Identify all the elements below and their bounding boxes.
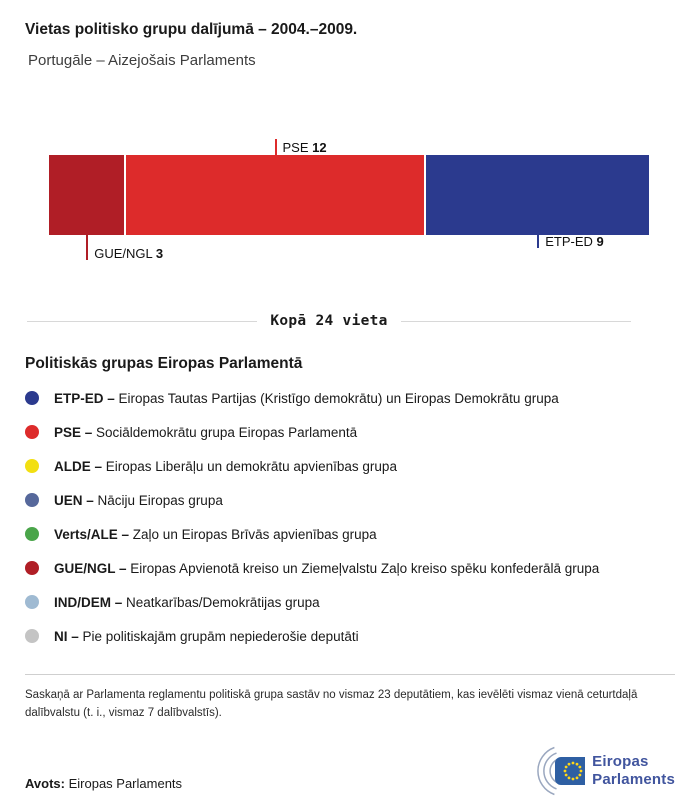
infographic (0, 21, 700, 797)
legend-item-text: GUE/NGL – Eiropas Apvienotā kreiso un Ziemeļvalstu Zaļo kreiso spēku konfederālā grupa (54, 561, 600, 576)
bar-segment-gue-ngl (49, 155, 124, 235)
legend-item-alde (25, 450, 675, 484)
legend-item-text: UEN – Nāciju Eiropas grupa (54, 493, 223, 508)
logo-line2: Parlaments (592, 770, 675, 788)
callout-tick (537, 235, 539, 248)
group-color-dot (25, 629, 39, 643)
legend-item-verts-ale (25, 518, 675, 552)
total-seats-row (27, 313, 631, 329)
source-value: Eiropas Parlaments (68, 775, 183, 791)
legend-item-pse (25, 416, 675, 450)
hemicycle-icon (509, 745, 585, 797)
bar-segment-pse (126, 155, 424, 235)
bar-callout-gue-ngl (86, 235, 163, 260)
legend-item-uen (25, 484, 675, 518)
group-color-dot (25, 493, 39, 507)
group-color-dot (25, 391, 39, 405)
callout-text: PSE 12 (282, 139, 327, 155)
footer-row (25, 745, 675, 797)
group-color-dot (25, 459, 39, 473)
seat-bar (49, 155, 649, 235)
legend-item-text: NI – Pie politiskajām grupām nepiederošie deputāti (54, 629, 359, 644)
legend-item-text: Verts/ALE – Zaļo un Eiropas Brīvās apvienības grupa (54, 527, 377, 542)
legend-heading: Politiskās grupas Eiropas Parlamentā (25, 355, 303, 372)
legend-list (25, 382, 675, 654)
eu-flag-icon (555, 757, 585, 785)
source-line (25, 776, 182, 791)
footnote: Saskaņā ar Parlamenta reglamentu politiskā grupa sastāv no vismaz 23 deputātiem, kas ievēlēti vismaz vienā ceturtdaļā dalībvalstu (t. i., vismaz 7 dalībvalstīs). (25, 689, 638, 720)
callout-tick (275, 139, 277, 155)
callout-text: ETP-ED 9 (545, 234, 604, 249)
legend-item-text: ETP-ED – Eiropas Tautas Partijas (Kristīgo demokrātu) un Eiropas Demokrātu grupa (54, 391, 559, 406)
bar-callout-etp-ed (537, 235, 604, 248)
bar-segment-etp-ed (426, 155, 650, 235)
page-title: Vietas politisko grupu dalījumā – 2004.–2009. (25, 21, 358, 38)
footer-divider (25, 674, 675, 675)
group-color-dot (25, 527, 39, 541)
seat-bar-chart (49, 133, 649, 263)
total-seats-label: Kopā 24 vieta (270, 313, 388, 329)
logo-wordmark (592, 753, 675, 789)
legend-item-ni (25, 620, 675, 654)
legend-item-text: IND/DEM – Neatkarības/Demokrātijas grupa (54, 595, 320, 610)
legend-item-etp-ed (25, 382, 675, 416)
legend-item-gue-ngl (25, 552, 675, 586)
group-color-dot (25, 595, 39, 609)
callout-tick (86, 235, 88, 260)
group-color-dot (25, 561, 39, 575)
source-label: Avots: (25, 775, 65, 791)
group-color-dot (25, 425, 39, 439)
legend-item-text: PSE – Sociāldemokrātu grupa Eiropas Parlamentā (54, 425, 358, 440)
logo-line1: Eiropas (592, 752, 649, 770)
legend-item-ind-dem (25, 586, 675, 620)
rule-right (401, 321, 631, 322)
callout-text: GUE/NGL 3 (94, 246, 164, 261)
rule-left (27, 321, 257, 322)
bar-callout-pse (275, 139, 327, 155)
page-subtitle: Portugāle – Aizejošais Parlaments (28, 52, 256, 69)
european-parliament-logo (509, 745, 675, 797)
legend-item-text: ALDE – Eiropas Liberāļu un demokrātu apvienības grupa (54, 459, 397, 474)
